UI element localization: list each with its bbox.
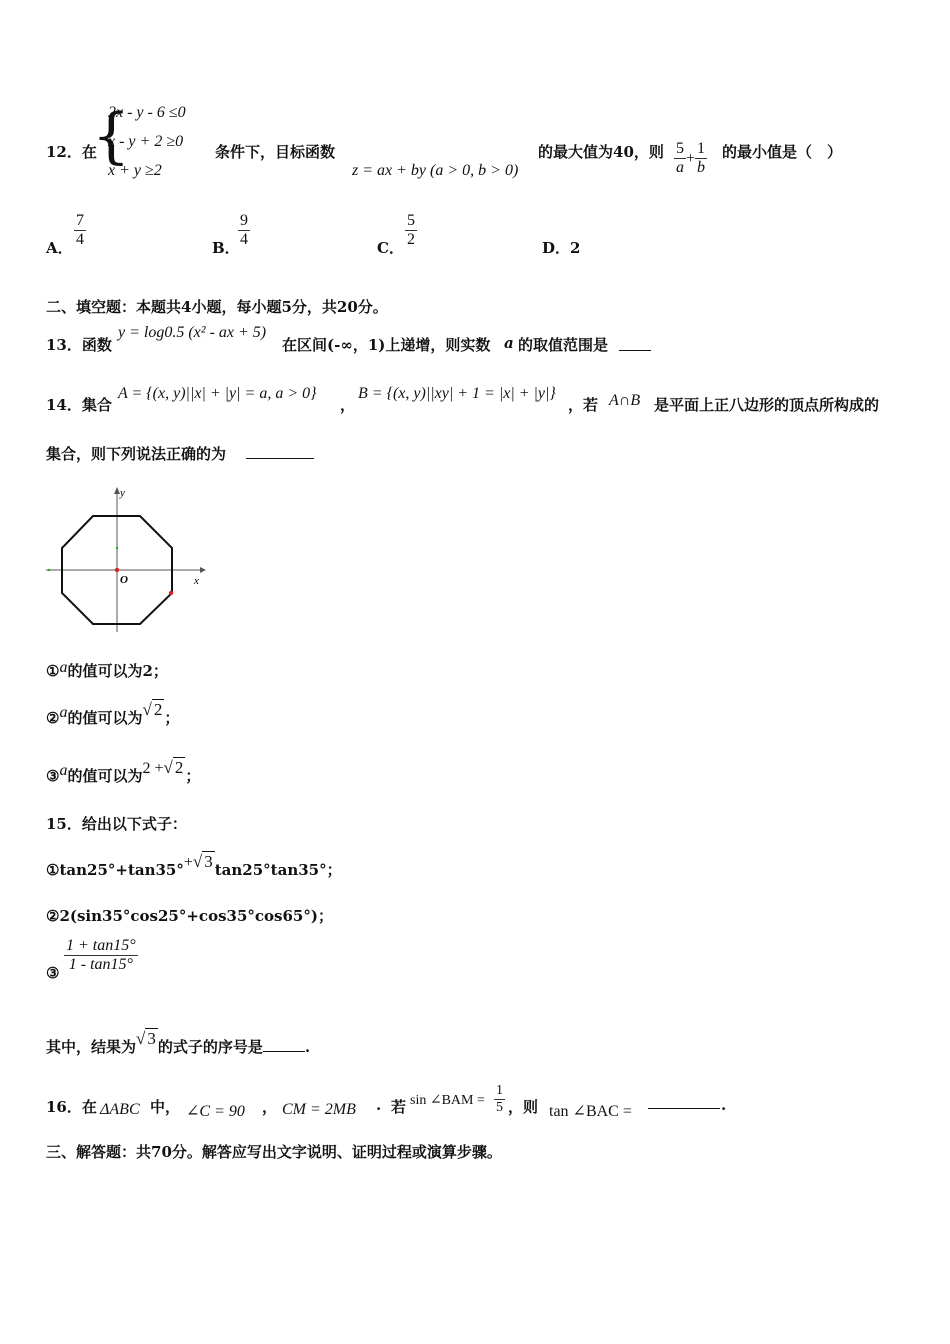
q14-s3-var: a	[59, 762, 68, 779]
q12-plus: +	[686, 150, 696, 167]
q14-s2-text: 的值可以为	[67, 709, 143, 727]
q15-e1-part1: ①tan25°+tan35°	[46, 861, 184, 879]
q13-answer-blank	[619, 336, 651, 351]
q15-e1-plus: +	[183, 854, 193, 871]
q16-ze: ，则	[508, 1098, 539, 1116]
q12-option-c-label: C．	[377, 239, 404, 257]
q14-s1-var: a	[59, 659, 68, 676]
q14-s3-marker: ③	[46, 767, 60, 785]
q12-option-b-den: 4	[240, 231, 248, 248]
q12-option-a-value	[74, 212, 86, 249]
origin-label: O	[120, 574, 128, 586]
section-2-heading: 二、填空题：本题共4小题，每小题5分，共20分。	[46, 298, 388, 316]
q15-e3-den: 1 - tan15°	[68, 956, 133, 973]
q15-result-radicand: 3	[147, 1029, 156, 1048]
q12-frac-2-den: b	[697, 159, 706, 176]
q12-frac-1-num: 5	[676, 140, 684, 157]
q14-statement-1	[46, 660, 168, 681]
q14-text-tail: 是平面上正八边形的顶点所构成的	[654, 396, 880, 414]
q14-s3-text: 的值可以为	[67, 767, 143, 785]
vertex-point	[169, 591, 173, 595]
q16-sin-num: 1	[496, 1083, 503, 1098]
q16-triangle: ΔABC	[100, 1101, 140, 1118]
q12-option-c-den: 2	[407, 231, 415, 248]
q16-number: 16．在	[46, 1098, 97, 1116]
q12-constraint-1: 2x - y - 6 ≤0	[108, 104, 186, 121]
q16-sin-expr: sin ∠BAM =	[410, 1093, 485, 1108]
y-axis-label: y	[120, 487, 125, 499]
q15-e1-sqrt: √ 3	[192, 852, 213, 871]
q13-function: y = log0.5 (x² - ax + 5)	[118, 324, 267, 341]
q14-s2-sqrt: √ 2	[142, 700, 163, 719]
q14-s3-sqrt: √ 2	[163, 758, 184, 777]
q12-option-c-value	[405, 212, 417, 249]
q15-result-sqrt: √ 3	[136, 1029, 156, 1048]
q12-text-mid: 条件下，目标函数	[215, 143, 336, 161]
section-3-heading: 三、解答题：共70分。解答应写出文字说明、证明过程或演算步骤。	[46, 1143, 502, 1161]
tick-mark	[116, 547, 118, 549]
q16-ruo: 若	[391, 1098, 407, 1116]
q12-constraint-3: x + y ≥2	[108, 162, 162, 179]
q12-text-tail2: 的最小值是（ ）	[722, 143, 843, 161]
q14-s2-var: a	[59, 704, 68, 721]
q12-option-c-num: 5	[407, 212, 415, 229]
q15-period: .	[304, 1038, 311, 1056]
q16-cm-relation: CM = 2MB	[282, 1101, 356, 1118]
q12-frac-2	[695, 140, 707, 177]
q15-e3-num: 1 + tan15°	[66, 937, 136, 954]
q14-statement-3	[46, 758, 201, 786]
q14-octagon-figure	[40, 482, 210, 638]
q16-sep: ，	[262, 1098, 278, 1116]
q14-s1-marker: ①	[46, 662, 60, 680]
q14-text-line2: 集合，则下列说法正确的为	[46, 445, 227, 463]
q14-s2-marker: ②	[46, 709, 60, 727]
q16-answer-blank	[648, 1094, 720, 1109]
q15-expr-3	[64, 937, 138, 974]
x-axis-arrow	[200, 567, 206, 573]
q14-answer-blank	[246, 444, 314, 459]
q16-sin-value	[494, 1083, 505, 1116]
q12-objective: z = ax + by (a > 0, b > 0)	[352, 162, 519, 179]
q12-option-b-label: B．	[212, 239, 240, 257]
q15-number: 15．给出以下式子：	[46, 815, 187, 833]
q15-answer-blank	[263, 1037, 305, 1052]
q16-period: .	[721, 1096, 727, 1114]
q12-expression	[674, 140, 707, 177]
q12-option-b-value	[238, 212, 250, 249]
q15-result	[46, 1029, 311, 1057]
q13-text: 在区间(-∞，1)上递增，则实数	[282, 336, 491, 354]
q15-expr-1	[46, 852, 342, 880]
x-axis-label: x	[194, 575, 199, 587]
q15-expr-3-marker: ③	[46, 964, 60, 982]
q14-s2-radicand: 2	[153, 700, 163, 719]
tick-mark	[48, 569, 50, 571]
q16-dot: .	[376, 1096, 382, 1114]
q14-set-b: B = {(x, y)||xy| + 1 = |x| + |y|}	[358, 385, 556, 402]
q14-number: 14．集合	[46, 396, 112, 414]
q12-frac-1-den: a	[676, 159, 684, 176]
q12-option-b-num: 9	[240, 212, 248, 229]
q14-s3-end: ；	[185, 767, 201, 785]
q13-text-tail: 的取值范围是	[518, 336, 609, 354]
q14-text-mid: ，若	[568, 396, 599, 414]
q16-zhong: 中，	[150, 1098, 181, 1116]
q16-tan-expr: tan ∠BAC =	[549, 1103, 632, 1120]
q12-option-d: D．2	[542, 239, 581, 257]
q13-var: a	[504, 334, 514, 352]
q12-text-tail1: 的最大值为40，则	[538, 143, 664, 161]
q14-comma: ，	[340, 396, 356, 414]
q14-s3-radicand: 2	[174, 758, 184, 777]
q12-option-a-den: 4	[76, 231, 84, 248]
q14-s3-value-prefix: 2 +	[142, 760, 164, 777]
q12-number: 12．在	[46, 143, 97, 161]
q12-option-a-label: A．	[46, 239, 73, 257]
q16-sin-den: 5	[496, 1100, 503, 1115]
q15-e1-part2: tan25°tan35°；	[214, 861, 342, 879]
q14-set-a: A = {(x, y)||x| + |y| = a, a > 0}	[118, 385, 317, 402]
q15-result-prefix: 其中，结果为	[46, 1038, 137, 1056]
q14-statement-2	[46, 700, 180, 728]
q14-s2-end: ；	[164, 709, 180, 727]
origin-point	[115, 568, 119, 572]
q12-frac-1	[674, 140, 686, 177]
q15-result-text: 的式子的序号是	[157, 1038, 263, 1056]
q12-frac-2-num: 1	[697, 140, 706, 157]
q12-option-a-num: 7	[76, 212, 84, 229]
q14-intersection: A∩B	[609, 392, 641, 409]
q12-brace: {	[92, 101, 131, 171]
q15-expr-2: ②2(sin35°cos25°+cos35°cos65°)；	[46, 907, 333, 925]
q15-e1-radicand: 3	[204, 852, 213, 871]
q14-s1-text: 的值可以为2；	[67, 662, 168, 680]
q16-angle-c: ∠C = 90	[186, 1103, 245, 1120]
q13-number: 13．函数	[46, 336, 112, 354]
q12-constraint-2: x - y + 2 ≥0	[108, 133, 184, 150]
